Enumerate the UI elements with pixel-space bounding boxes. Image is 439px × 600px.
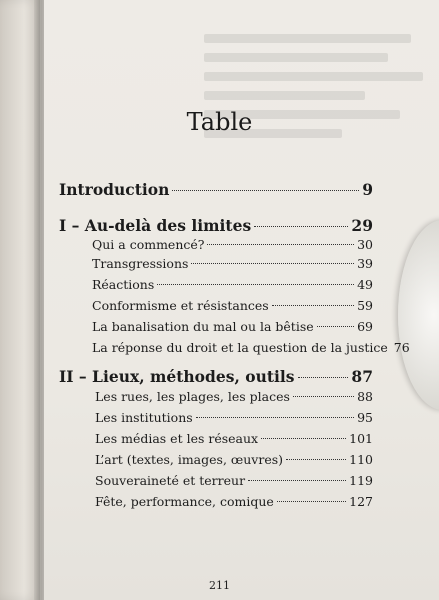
dot-leader — [286, 459, 346, 460]
toc-page: 59 — [357, 298, 373, 313]
toc-page: 119 — [349, 473, 373, 488]
toc-label: Les médias et les réseaux — [95, 431, 259, 446]
toc-label: Conformisme et résistances — [92, 298, 269, 313]
toc-entry[interactable] — [92, 277, 373, 292]
dot-leader — [272, 305, 354, 306]
toc-label: Introduction — [59, 180, 170, 199]
toc-label: Réactions — [92, 277, 155, 292]
toc-entry-introduction[interactable] — [59, 180, 373, 199]
toc-entry[interactable] — [95, 473, 373, 488]
toc-entry[interactable] — [92, 319, 373, 334]
toc-label: I – Au-delà des limites — [59, 216, 252, 235]
dot-leader — [172, 190, 359, 191]
toc-page: 127 — [349, 494, 373, 509]
toc-label: Transgressions — [92, 256, 189, 271]
toc-page: 69 — [357, 319, 373, 334]
dot-leader — [277, 501, 346, 502]
toc-label: Les institutions — [95, 410, 193, 425]
dot-leader — [261, 438, 346, 439]
toc-page: 76 — [393, 340, 410, 355]
dot-leader — [298, 377, 349, 378]
toc-entry[interactable] — [95, 494, 373, 509]
dot-leader — [196, 417, 354, 418]
toc-label: Souveraineté et terreur — [95, 473, 246, 488]
toc-label: Fête, performance, comique — [95, 494, 274, 509]
toc-entry[interactable] — [95, 410, 373, 425]
toc-page: 110 — [349, 452, 373, 467]
toc-page: 49 — [357, 277, 373, 292]
toc-label: Les rues, les plages, les places — [95, 389, 290, 404]
dot-leader — [317, 326, 354, 327]
toc-page: 95 — [357, 410, 373, 425]
toc-label: La réponse du droit et la question de la justice — [92, 340, 388, 355]
dot-leader — [248, 480, 346, 481]
toc-page: 29 — [351, 216, 373, 235]
toc-page: 101 — [349, 431, 373, 446]
toc-entry[interactable] — [92, 298, 373, 313]
toc-entry-part-1[interactable] — [59, 216, 373, 235]
toc-label: La banalisation du mal ou la bêtise — [92, 319, 314, 334]
toc-page: 87 — [351, 367, 373, 386]
page-title: Table — [186, 108, 253, 136]
dot-leader — [157, 284, 354, 285]
toc-page: 9 — [362, 180, 373, 199]
toc-label: II – Lieux, méthodes, outils — [59, 367, 295, 386]
toc-entry[interactable] — [95, 452, 373, 467]
toc-label: L’art (textes, images, œuvres) — [95, 452, 284, 467]
toc-entry[interactable] — [92, 340, 410, 355]
dot-leader — [207, 244, 354, 245]
page-number: 211 — [209, 579, 230, 592]
toc-label: Qui a commencé? — [92, 237, 205, 252]
dot-leader — [191, 263, 354, 264]
dot-leader — [293, 396, 354, 397]
toc-entry[interactable] — [95, 431, 373, 446]
dot-leader — [254, 226, 348, 227]
toc-entry[interactable] — [92, 237, 373, 252]
toc-entry-part-2[interactable] — [59, 367, 373, 386]
toc-page: 88 — [357, 389, 373, 404]
toc-page: 39 — [357, 256, 373, 271]
toc-page: 30 — [357, 237, 373, 252]
toc-entry[interactable] — [92, 256, 373, 271]
toc-entry[interactable] — [95, 389, 373, 404]
